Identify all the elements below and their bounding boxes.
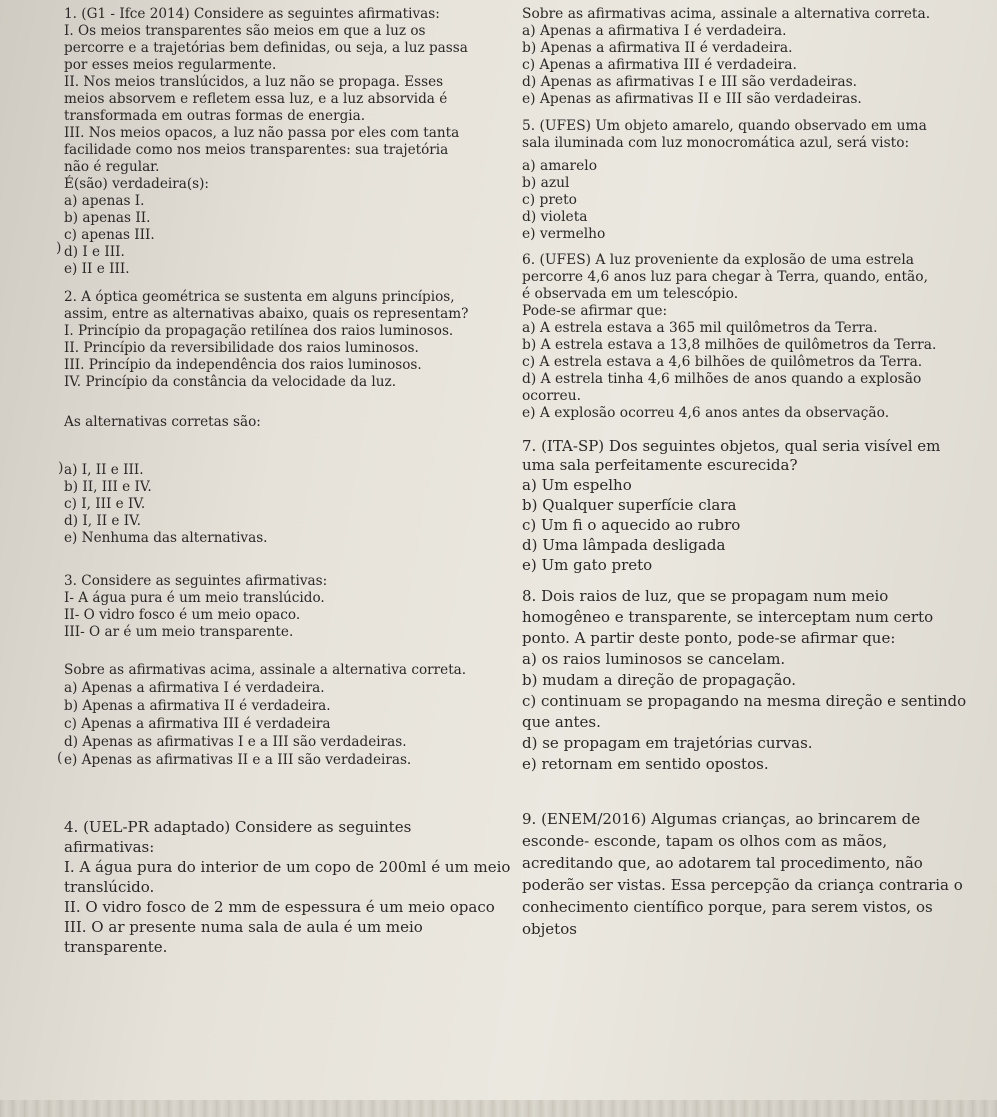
q5-option-b: b) azul xyxy=(522,175,570,191)
q8-option-a: a) os raios luminosos se cancelam. xyxy=(522,650,786,668)
q6-option-a: a) A estrela estava a 365 mil quilômetros da Terra. xyxy=(522,320,878,336)
q1-option-a: a) apenas I. xyxy=(64,193,145,209)
pencil-mark-icon: ( xyxy=(57,750,63,766)
pencil-mark-icon: ) xyxy=(56,240,62,256)
q4-item: transparente. xyxy=(64,938,168,956)
q9-text: acreditando que, ao adotarem tal procedimento, não xyxy=(522,854,923,872)
pencil-mark-icon: ) xyxy=(58,460,64,476)
q6-option-e: e) A explosão ocorreu 4,6 anos antes da observação. xyxy=(522,405,890,421)
q3-option-a: a) Apenas a afirmativa I é verdadeira. xyxy=(64,680,325,696)
q6-text: percorre 4,6 anos luz para chegar à Terra, quando, então, xyxy=(522,269,928,285)
q-cont-option-a: a) Apenas a afirmativa I é verdadeira. xyxy=(522,23,787,39)
q1-text: por esses meios regularmente. xyxy=(64,57,277,73)
q4-text: afirmativas: xyxy=(64,838,155,856)
q9-text: objetos xyxy=(522,920,577,938)
q7-option-b: b) Qualquer superfície clara xyxy=(522,496,737,514)
q1-text: não é regular. xyxy=(64,159,160,175)
q1-option-b: b) apenas II. xyxy=(64,210,151,226)
q2-text: assim, entre as alternativas abaixo, quais os representam? xyxy=(64,306,469,322)
q1-prompt: É(são) verdadeira(s): xyxy=(64,176,210,192)
q9-title: 9. (ENEM/2016) Algumas crianças, ao brincarem de xyxy=(522,810,921,828)
q2-option-a: a) I, II e III. xyxy=(64,462,144,478)
q2-option-d: d) I, II e IV. xyxy=(64,513,141,529)
q3-item: III- O ar é um meio transparente. xyxy=(64,624,294,640)
q2-item: IV. Princípio da constância da velocidade da luz. xyxy=(64,374,397,390)
q6-option-c: c) A estrela estava a 4,6 bilhões de quilômetros da Terra. xyxy=(522,354,923,370)
q2-item: II. Princípio da reversibilidade dos raios luminosos. xyxy=(64,340,419,356)
q1-text: II. Nos meios translúcidos, a luz não se propaga. Esses xyxy=(64,74,444,90)
q3-option-c: c) Apenas a afirmativa III é verdadeira xyxy=(64,716,331,732)
q1-option-c: c) apenas III. xyxy=(64,227,155,243)
q5-option-c: c) preto xyxy=(522,192,577,208)
q4-item: III. O ar presente numa sala de aula é um meio xyxy=(64,918,423,936)
q5-option-a: a) amarelo xyxy=(522,158,598,174)
q2-option-b: b) II, III e IV. xyxy=(64,479,152,495)
q9-text: esconde- esconde, tapam os olhos com as mãos, xyxy=(522,832,888,850)
q6-title: 6. (UFES) A luz proveniente da explosão de uma estrela xyxy=(522,252,914,268)
q4-title: 4. (UEL-PR adaptado) Considere as seguintes xyxy=(64,818,412,836)
q7-option-c: c) Um fi o aquecido ao rubro xyxy=(522,516,741,534)
q-cont-option-d: d) Apenas as afirmativas I e III são verdadeiras. xyxy=(522,74,858,90)
q7-text: uma sala perfeitamente escurecida? xyxy=(522,456,798,474)
q8-option-e: e) retornam em sentido opostos. xyxy=(522,755,769,773)
q8-option-b: b) mudam a direção de propagação. xyxy=(522,671,796,689)
q9-text: poderão ser vistas. Essa percepção da criança contraria o xyxy=(522,876,963,894)
q3-option-e: e) Apenas as afirmativas II e a III são verdadeiras. xyxy=(64,752,412,768)
q2-item: III. Princípio da independência dos raios luminosos. xyxy=(64,357,422,373)
q2-option-c: c) I, III e IV. xyxy=(64,496,146,512)
q3-title: 3. Considere as seguintes afirmativas: xyxy=(64,573,328,589)
q3-option-d: d) Apenas as afirmativas I e a III são verdadeiras. xyxy=(64,734,407,750)
q5-text: sala iluminada com luz monocromática azul, será visto: xyxy=(522,135,910,151)
q5-option-e: e) vermelho xyxy=(522,226,606,242)
q7-option-e: e) Um gato preto xyxy=(522,556,653,574)
q2-option-e: e) Nenhuma das alternativas. xyxy=(64,530,268,546)
q1-text: I. Os meios transparentes são meios em que a luz os xyxy=(64,23,426,39)
q1-text: transformada em outras formas de energia. xyxy=(64,108,366,124)
q2-title: 2. A óptica geométrica se sustenta em alguns princípios, xyxy=(64,289,455,305)
q8-text: homogêneo e transparente, se interceptam num certo xyxy=(522,608,934,626)
q1-title: 1. (G1 - Ifce 2014) Considere as seguintes afirmativas: xyxy=(64,6,440,22)
page-bottom-edge xyxy=(0,1100,997,1117)
q-cont-option-c: c) Apenas a afirmativa III é verdadeira. xyxy=(522,57,797,73)
q6-option-d-cont: ocorreu. xyxy=(522,388,581,404)
q8-option-d: d) se propagam em trajetórias curvas. xyxy=(522,734,813,752)
q2-item: I. Princípio da propagação retilínea dos raios luminosos. xyxy=(64,323,454,339)
q1-text: III. Nos meios opacos, a luz não passa por eles com tanta xyxy=(64,125,460,141)
q8-option-c-cont: que antes. xyxy=(522,713,601,731)
q1-text: facilidade como nos meios transparentes: sua trajetória xyxy=(64,142,449,158)
q6-option-d: d) A estrela tinha 4,6 milhões de anos quando a explosão xyxy=(522,371,922,387)
q9-text: conhecimento científico porque, para serem vistos, os xyxy=(522,898,933,916)
q4-item: I. A água pura do interior de um copo de 200ml é um meio xyxy=(64,858,511,876)
q2-prompt: As alternativas corretas são: xyxy=(64,414,261,430)
q-cont-prompt: Sobre as afirmativas acima, assinale a alternativa correta. xyxy=(522,6,931,22)
q8-title: 8. Dois raios de luz, que se propagam num meio xyxy=(522,587,889,605)
q3-item: I- A água pura é um meio translúcido. xyxy=(64,590,325,606)
q4-item: II. O vidro fosco de 2 mm de espessura é um meio opaco xyxy=(64,898,495,916)
q3-prompt: Sobre as afirmativas acima, assinale a alternativa correta. xyxy=(64,662,467,678)
q6-option-b: b) A estrela estava a 13,8 milhões de quilômetros da Terra. xyxy=(522,337,937,353)
q1-text: meios absorvem e refletem essa luz, e a luz absorvida é xyxy=(64,91,448,107)
q1-text: percorre e a trajetórias bem definidas, ou seja, a luz passa xyxy=(64,40,468,56)
q3-item: II- O vidro fosco é um meio opaco. xyxy=(64,607,301,623)
q8-option-c: c) continuam se propagando na mesma direção e sentindo xyxy=(522,692,967,710)
q6-prompt: Pode-se afirmar que: xyxy=(522,303,668,319)
q-cont-option-b: b) Apenas a afirmativa II é verdadeira. xyxy=(522,40,793,56)
q7-option-a: a) Um espelho xyxy=(522,476,632,494)
q4-item: translúcido. xyxy=(64,878,155,896)
q1-option-e: e) II e III. xyxy=(64,261,130,277)
q-cont-option-e: e) Apenas as afirmativas II e III são verdadeiras. xyxy=(522,91,862,107)
q6-text: é observada em um telescópio. xyxy=(522,286,739,302)
q7-option-d: d) Uma lâmpada desligada xyxy=(522,536,726,554)
q3-option-b: b) Apenas a afirmativa II é verdadeira. xyxy=(64,698,331,714)
q8-text: ponto. A partir deste ponto, pode-se afirmar que: xyxy=(522,629,896,647)
q1-option-d: d) I e III. xyxy=(64,244,125,260)
q7-title: 7. (ITA-SP) Dos seguintes objetos, qual seria visível em xyxy=(522,437,941,455)
q5-option-d: d) violeta xyxy=(522,209,588,225)
q5-title: 5. (UFES) Um objeto amarelo, quando observado em uma xyxy=(522,118,927,134)
